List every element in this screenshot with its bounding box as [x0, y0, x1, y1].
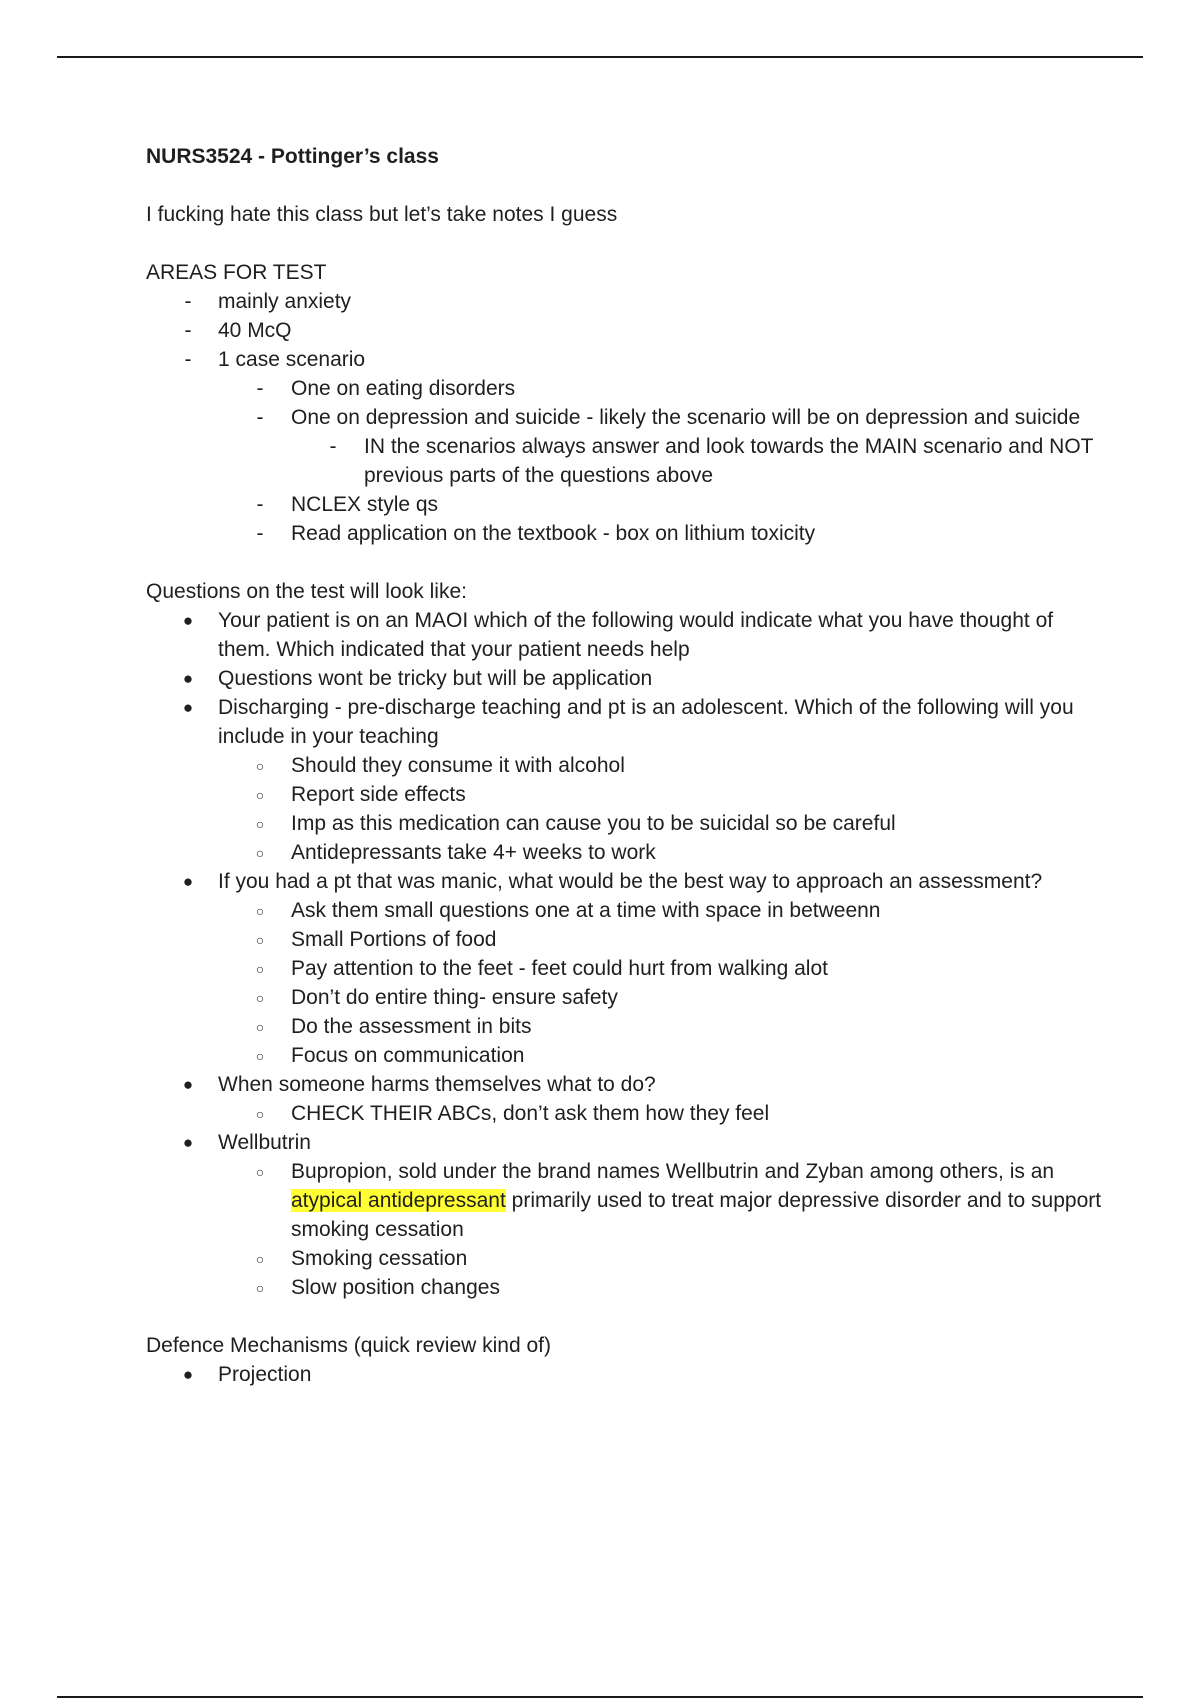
list-item: - IN the scenarios always answer and look towards the MAIN scenario and NOT previous parts of the questions above	[329, 435, 1094, 487]
list-item: ○ Imp as this medication can cause you to be suicidal so be careful	[255, 812, 896, 835]
list-item: ● Questions wont be tricky but will be application	[182, 667, 653, 690]
list-item: - mainly anxiety	[184, 290, 352, 313]
list-item: ● If you had a pt that was manic, what would be the best way to approach an assessment?	[182, 870, 1043, 893]
list-item: - 1 case scenario	[184, 348, 366, 371]
areas-heading: AREAS FOR TEST	[146, 261, 327, 284]
defence-heading: Defence Mechanisms (quick review kind of)	[146, 1334, 551, 1357]
list-item: ○ Focus on communication	[255, 1044, 525, 1067]
list-item: - Read application on the textbook - box on lithium toxicity	[256, 522, 816, 545]
list-item: ○ Small Portions of food	[255, 928, 497, 951]
list-item: ○ CHECK THEIR ABCs, don’t ask them how they feel	[255, 1102, 770, 1125]
list-item: ○ Antidepressants take 4+ weeks to work	[255, 841, 656, 864]
list-item: - One on eating disorders	[256, 377, 516, 400]
list-item: ● When someone harms themselves what to do?	[182, 1073, 656, 1096]
questions-heading: Questions on the test will look like:	[146, 580, 467, 603]
top-rule	[57, 56, 1143, 58]
list-item: - 40 McQ	[184, 319, 292, 342]
list-item: ○ Ask them small questions one at a time with space in betweenn	[255, 899, 881, 922]
list-item: ● Projection	[182, 1363, 312, 1386]
list-item: ● Discharging - pre-discharge teaching and pt is an adolescent. Which of the following will you include in your teaching	[182, 696, 1074, 748]
list-item: ○ Should they consume it with alcohol	[255, 754, 625, 777]
list-item: ○ Report side effects	[255, 783, 466, 806]
list-item: ● Wellbutrin	[182, 1131, 311, 1154]
list-item: ○ Pay attention to the feet - feet could hurt from walking alot	[255, 957, 828, 980]
list-item: - One on depression and suicide - likely the scenario will be on depression and suicide	[256, 406, 1081, 429]
list-item: ○ Slow position changes	[255, 1276, 500, 1299]
list-item: - NCLEX style qs	[256, 493, 439, 516]
list-item: ○ Bupropion, sold under the brand names Wellbutrin and Zyban among others, is an atypical antidepressant primarily used to treat major depressive disorder and to support smoking cessation	[255, 1160, 1102, 1241]
list-item: ○ Smoking cessation	[255, 1247, 468, 1270]
bupropion-description: Bupropion, sold under the brand names Wellbutrin and Zyban among others, is an atypical antidepressant primarily used to treat major depressive disorder and to support smoking cessation	[291, 1160, 1102, 1241]
highlighted-text: atypical antidepressant	[291, 1189, 506, 1212]
bottom-rule	[57, 1696, 1143, 1698]
document-body	[146, 142, 1106, 1389]
document-title: NURS3524 - Pottinger’s class	[146, 145, 439, 168]
list-item: ○ Do the assessment in bits	[255, 1015, 532, 1038]
list-item: ● Your patient is on an MAOI which of the following would indicate what you have thought of them. Which indicated that your patient needs help	[182, 609, 1054, 661]
intro-text: I fucking hate this class but let’s take notes I guess	[146, 203, 618, 226]
list-item: ○ Don’t do entire thing- ensure safety	[255, 986, 618, 1009]
